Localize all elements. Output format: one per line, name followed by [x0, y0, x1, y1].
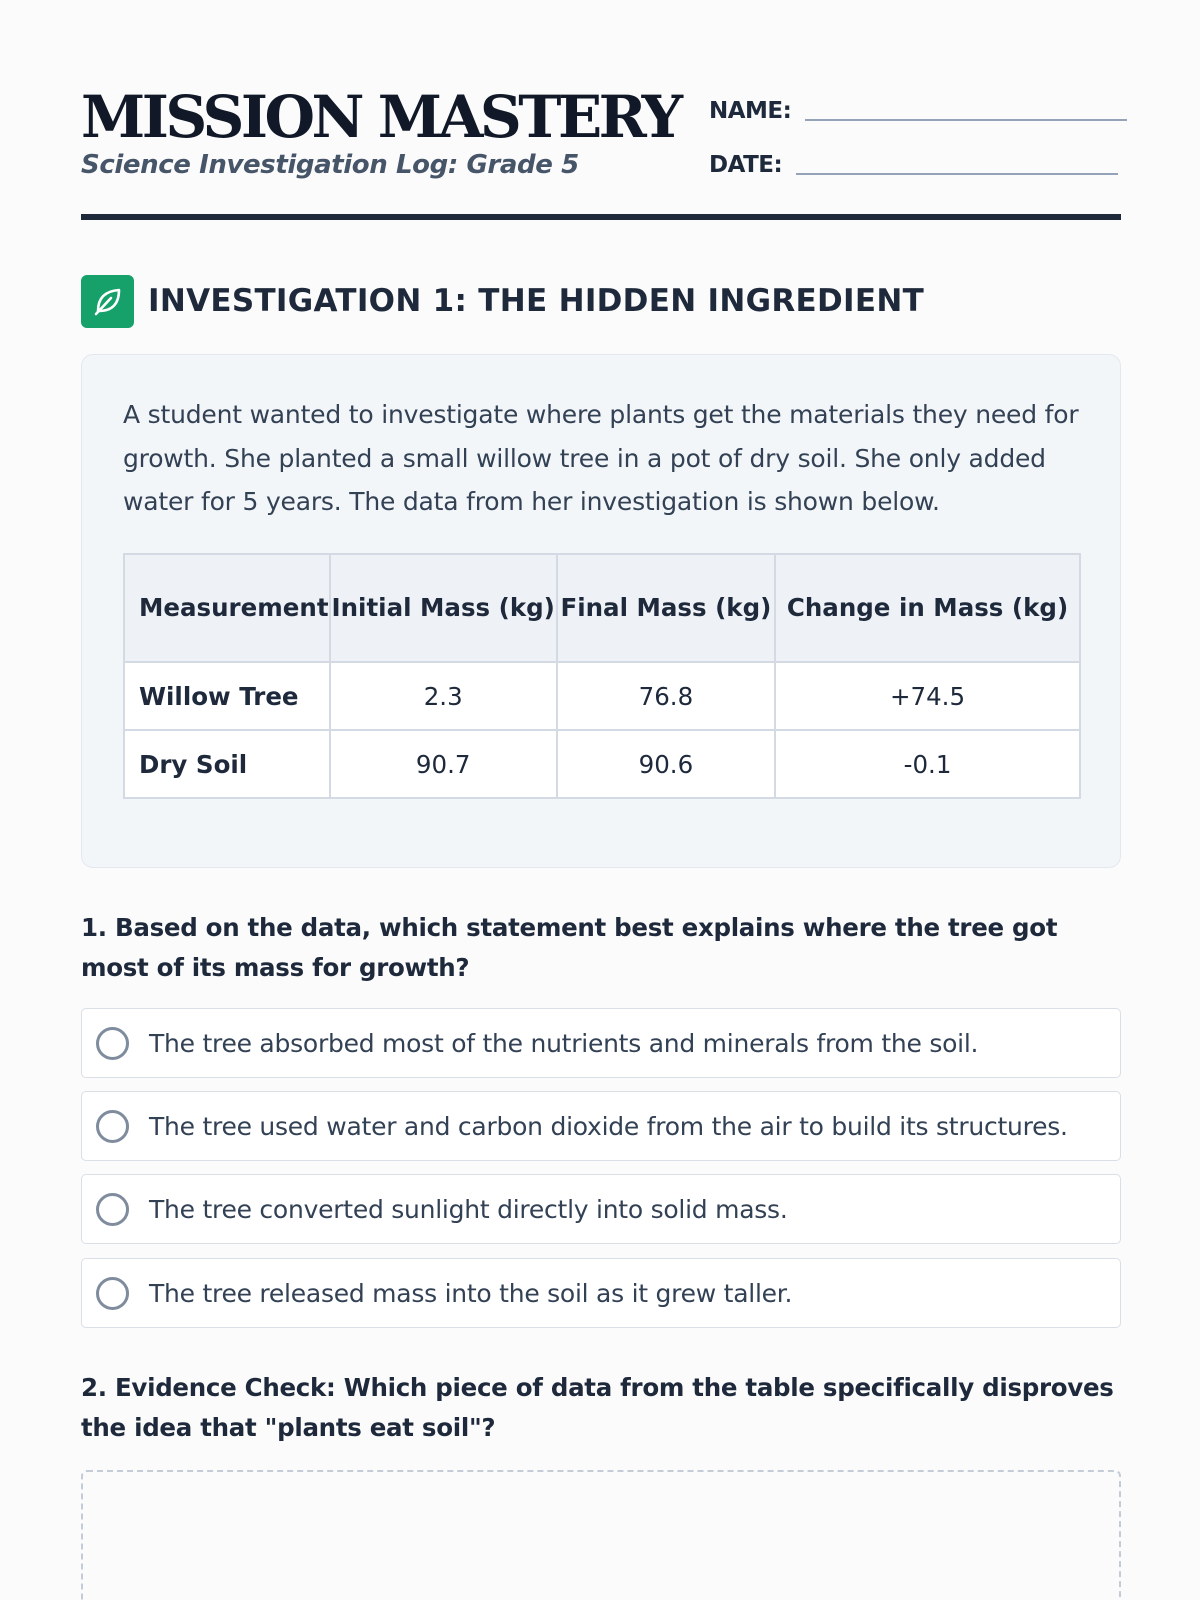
investigation-heading: [81, 274, 924, 328]
option-label: The tree released mass into the soil as it grew taller.: [149, 1278, 793, 1308]
name-field[interactable]: [709, 98, 1127, 124]
leaf-icon: [81, 275, 134, 328]
answer-option-d[interactable]: [81, 1258, 1121, 1328]
date-input-line[interactable]: [796, 173, 1118, 175]
option-label: The tree used water and carbon dioxide from the air to build its structures.: [149, 1111, 1068, 1141]
table-header-cell: Measurement: [124, 554, 330, 662]
answer-option-a[interactable]: [81, 1008, 1121, 1078]
date-label: DATE:: [709, 152, 783, 178]
table-cell: Dry Soil: [124, 730, 330, 798]
answer-option-b[interactable]: [81, 1091, 1121, 1161]
name-label: NAME:: [709, 98, 792, 124]
table-header-row: [124, 554, 1080, 662]
table-row: [124, 730, 1080, 798]
date-field[interactable]: [709, 152, 1118, 178]
page-title: MISSION MASTERY: [81, 83, 680, 151]
answer-option-c[interactable]: [81, 1174, 1121, 1244]
table-cell: 90.7: [330, 730, 557, 798]
table-cell: -0.1: [775, 730, 1080, 798]
question-1-text: 1. Based on the data, which statement best explains where the tree got most of its mass for growth?: [81, 913, 1058, 982]
data-table: [123, 553, 1081, 799]
investigation-description: A student wanted to investigate where plants get the materials they need for growth. She planted a small willow tree in a pot of dry soil. She only added water for 5 years. The data from her investigation is shown below.: [123, 400, 1079, 516]
radio-button[interactable]: [96, 1193, 129, 1226]
radio-button[interactable]: [96, 1277, 129, 1310]
table-cell: Willow Tree: [124, 662, 330, 730]
answer-textbox[interactable]: [81, 1470, 1121, 1600]
header-divider: [81, 214, 1121, 220]
investigation-title: INVESTIGATION 1: THE HIDDEN INGREDIENT: [148, 283, 925, 319]
table-row: [124, 662, 1080, 730]
table-header-cell: Final Mass (kg): [557, 554, 775, 662]
investigation-card: [81, 354, 1121, 868]
table-cell: 90.6: [557, 730, 775, 798]
option-label: The tree absorbed most of the nutrients and minerals from the soil.: [149, 1028, 979, 1058]
radio-button[interactable]: [96, 1110, 129, 1143]
page-subtitle: Science Investigation Log: Grade 5: [81, 150, 579, 180]
option-label: The tree converted sunlight directly into solid mass.: [149, 1194, 788, 1224]
table-cell: 2.3: [330, 662, 557, 730]
name-input-line[interactable]: [805, 119, 1127, 121]
question-2-text: 2. Evidence Check: Which piece of data from the table specifically disproves the idea that "plants eat soil"?: [81, 1373, 1114, 1442]
table-header-cell: Change in Mass (kg): [775, 554, 1080, 662]
table-cell: +74.5: [775, 662, 1080, 730]
radio-button[interactable]: [96, 1027, 129, 1060]
table-header-cell: Initial Mass (kg): [330, 554, 557, 662]
table-cell: 76.8: [557, 662, 775, 730]
page-header: [81, 82, 1121, 222]
